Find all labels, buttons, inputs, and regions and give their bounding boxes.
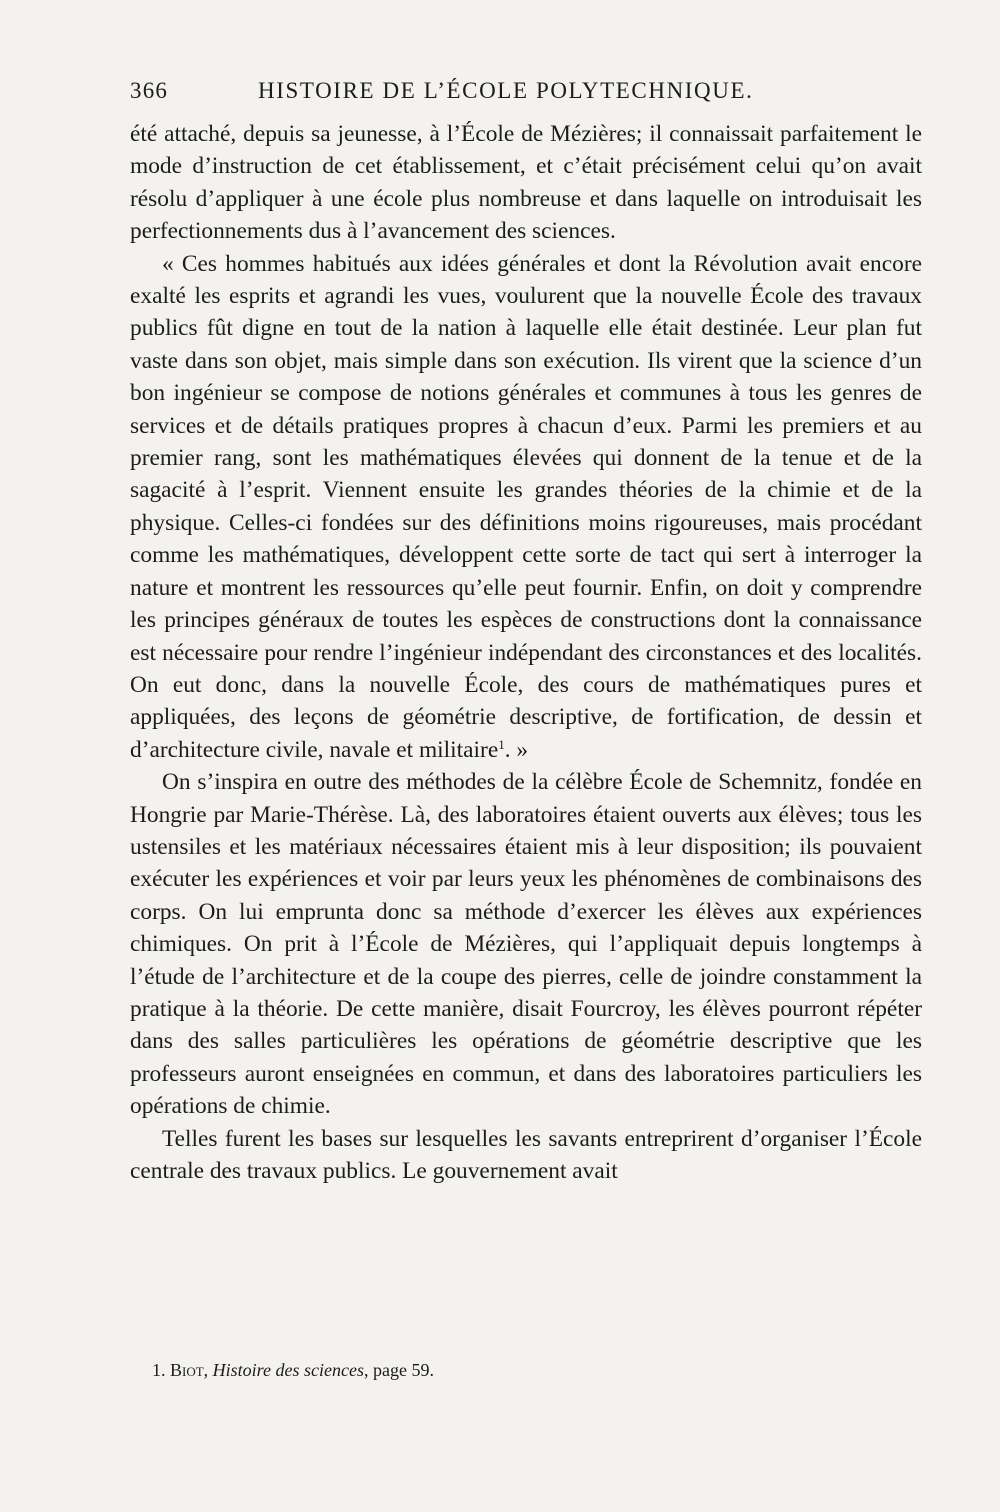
paragraph-2-text: « Ces hommes habitués aux idées générales et dont la Révolution avait encore exalté les esprits et agrandi les vues, voulurent que la nouvelle École des travaux publics fût digne en tout de la nation à laquelle elle était destinée. Leur plan fut vaste dans son objet, mais simple dans son exécution. Ils virent que la science d’un bon ingénieur se compose de notions générales et communes à tous les genres de services et de détails pratiques propres à chacun d’eux. Parmi les premiers et au premier rang, sont les mathématiques élevées qui donnent de la tenue et de la sagacité à l’esprit. Viennent ensuite les grandes théories de la chimie et de la physique. Celles-ci fondées sur des définitions moins rigoureuses, mais procédant comme les mathématiques, développent cette sorte de tact qui sert à interroger la nature et montrent les ressources qu’elle peut fournir. Enfin, on doit y comprendre les principes généraux de toutes les espèces de constructions dont la connaissance est nécessaire pour rendre l’ingénieur indépendant des circonstances et des localités. On eut donc, dans la nouvelle École, des cours de mathématiques pures et appliquées, des leçons de géométrie descriptive, de fortification, de dessin et d’architecture civile, navale et militaire bbox=[130, 250, 922, 763]
footnote-work-title: Histoire des sciences bbox=[212, 1360, 364, 1380]
footnote bbox=[152, 1360, 434, 1381]
footnote-page: , page 59. bbox=[363, 1360, 434, 1380]
paragraph-1: été attaché, depuis sa jeunesse, à l’École de Mézières; il connaissait parfaitement le mode d’instruction de cet établissement, et c’était précisément celui qu’on avait résolu d’appliquer à une école plus nombreuse et dans laquelle on introduisait les perfectionnements dus à l’avancement des sciences. bbox=[130, 121, 922, 245]
paragraph-3: On s’inspira en outre des méthodes de la célèbre École de Schemnitz, fondée en Hongrie par Marie-Thérèse. Là, des laboratoires étaient ouverts aux élèves; tous les ustensiles et les matériaux nécessaires étaient mis à leur disposition; ils pouvaient exécuter les expériences et voir par leurs yeux les phénomènes de combinaisons des corps. On lui emprunta donc sa méthode d’exercer les élèves aux expériences chimiques. On prit à l’École de Mézières, qui l’appliquait depuis longtemps à l’étude de l’architecture et de la coupe des pierres, celle de joindre constamment la pratique à la théorie. De cette manière, disait Fourcroy, les élèves pourront répéter dans des salles particulières les opérations de géométrie descriptive que les professeurs auront enseignées en commun, et dans des laboratoires particuliers les opérations de chimie. bbox=[130, 769, 922, 1120]
running-title: HISTOIRE DE L’ÉCOLE POLYTECHNIQUE. bbox=[258, 78, 754, 103]
footnote-author: Biot bbox=[170, 1360, 204, 1380]
page-number: 366 bbox=[130, 78, 169, 103]
footnote-separator: , bbox=[203, 1360, 213, 1380]
paragraph-2 bbox=[130, 248, 922, 767]
paragraph-2-close: . » bbox=[504, 736, 529, 763]
running-head bbox=[130, 74, 922, 114]
paragraph-4: Telles furent les bases sur lesquelles les savants entreprirent d’organiser l’École centrale des travaux publics. Le gouvernement avait bbox=[130, 1125, 922, 1184]
footnote-number: 1. bbox=[152, 1360, 166, 1380]
footnote-reference: 1 bbox=[498, 736, 505, 752]
body-text bbox=[130, 118, 922, 1187]
